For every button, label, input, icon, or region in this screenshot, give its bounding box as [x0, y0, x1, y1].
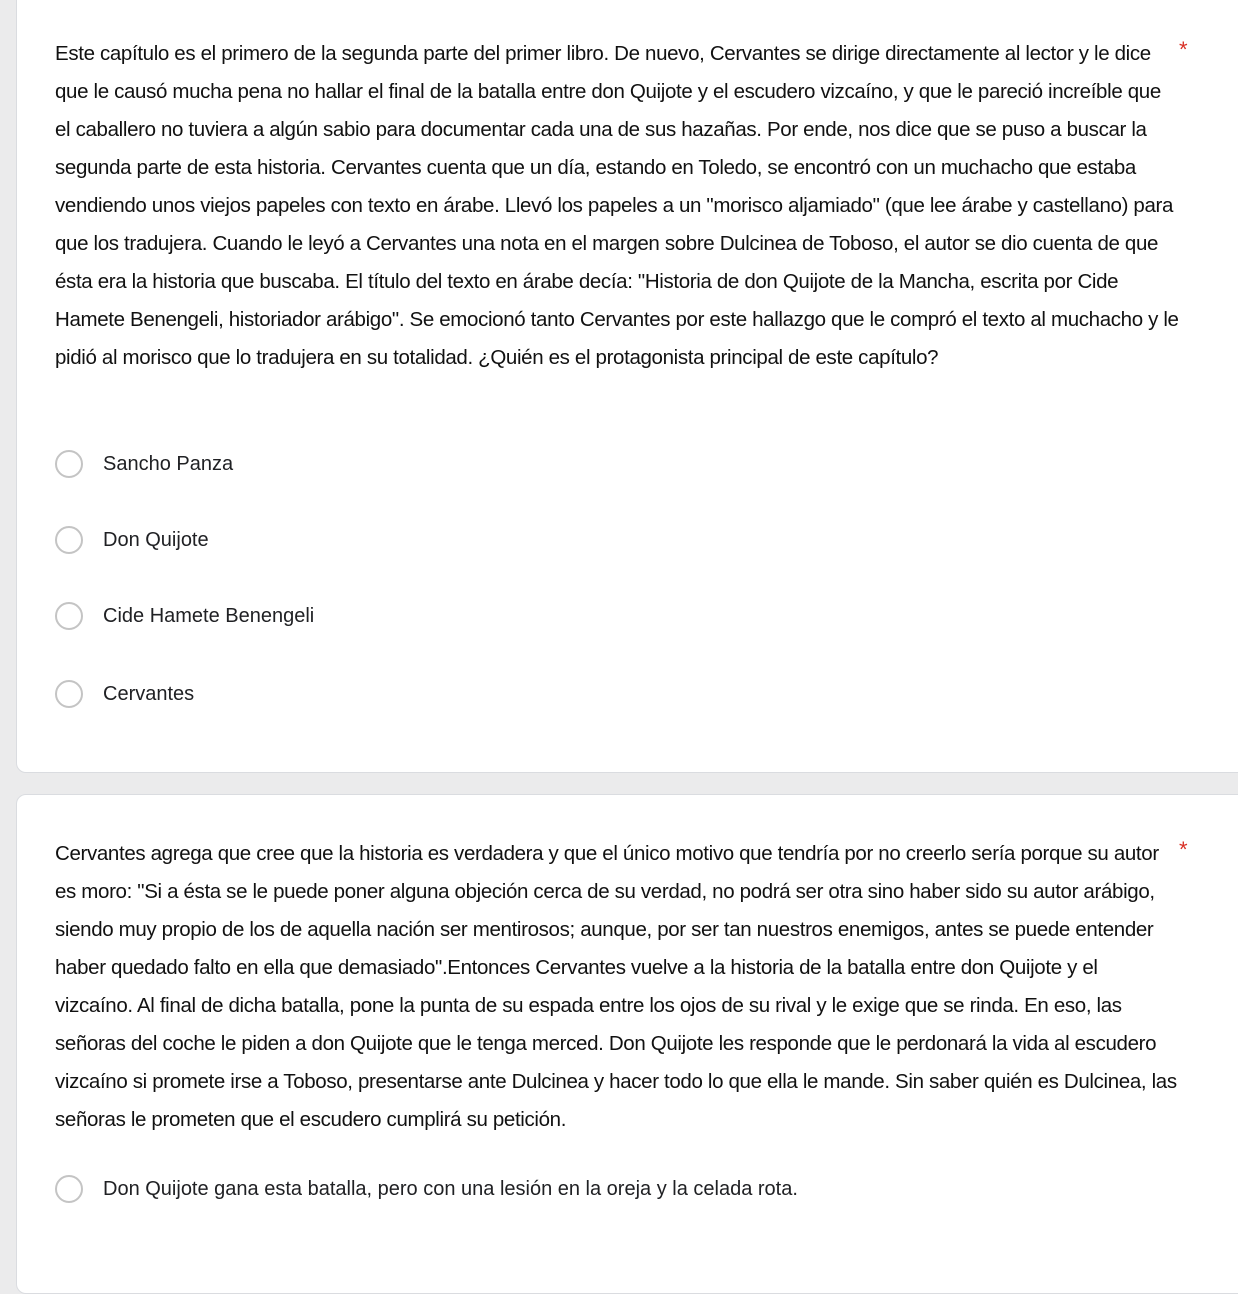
option-label: Sancho Panza: [103, 452, 234, 475]
question-card-1: [16, 0, 1238, 773]
option-don-quijote-gana[interactable]: [55, 1175, 798, 1203]
option-cide-hamete-benengeli[interactable]: [55, 602, 314, 630]
radio-icon[interactable]: [55, 1175, 83, 1203]
option-label: Cide Hamete Benengeli: [103, 604, 315, 627]
radio-icon[interactable]: [55, 526, 83, 554]
option-label: Don Quijote gana esta batalla, pero con una lesión en la oreja y la celada rota.: [103, 1177, 798, 1200]
option-label: Cervantes: [103, 682, 195, 705]
option-cervantes[interactable]: [55, 680, 194, 708]
required-asterisk: *: [1179, 37, 1188, 62]
radio-icon[interactable]: [55, 680, 83, 708]
option-don-quijote[interactable]: [55, 526, 209, 554]
option-label: Don Quijote: [103, 528, 209, 551]
question-text: Cervantes agrega que cree que la historia es verdadera y que el único motivo que tendría por no creerlo sería porque su autor es moro: "Si a ésta se le puede poner alguna objeción cerca de su verdad, no podrá ser otra sino haber sido su autor arábigo, siendo muy propio de los de aquella nación ser mentirosos; aunque, por ser tan nuestros enemigos, antes se puede entender haber quedado falto en ella que demasiado".Entonces Cervantes vuelve a la historia de la batalla entre don Quijote y el vizcaíno. Al final de dicha batalla, pone la punta de su espada entre los ojos de su rival y le exige que se rinda. En eso, las señoras del coche le piden a don Quijote que le tenga merced. Don Quijote les responde que le perdonará la vida al escudero vizcaíno si promete irse a Toboso, presentarse ante Dulcinea y hacer todo lo que ella le mande. Sin saber quién es Dulcinea, las señoras le prometen que el escudero cumplirá su petición.: [55, 842, 1177, 1131]
required-asterisk: *: [1179, 837, 1188, 862]
question-card-2: [16, 794, 1238, 1294]
question-text: Este capítulo es el primero de la segunda parte del primer libro. De nuevo, Cervantes se dirige directamente al lector y le dice que le causó mucha pena no hallar el final de la batalla entre don Quijote y el escudero vizcaíno, y que le pareció increíble que el caballero no tuviera a algún sabio para documentar cada una de sus hazañas. Por ende, nos dice que se puso a buscar la segunda parte de esta historia. Cervantes cuenta que un día, estando en Toledo, se encontró con un muchacho que estaba vendiendo unos viejos papeles con texto en árabe. Llevó los papeles a un "morisco aljamiado" (que lee árabe y castellano) para que los tradujera. Cuando le leyó a Cervantes una nota en el margen sobre Dulcinea de Toboso, el autor se dio cuenta de que ésta era la historia que buscaba. El título del texto en árabe decía: "Historia de don Quijote de la Mancha, escrita por Cide Hamete Benengeli, historiador arábigo". Se emocionó tanto Cervantes por este hallazgo que le compró el texto al muchacho y le pidió al morisco que lo tradujera en su totalidad. ¿Quién es el protagonista principal de este capítulo?: [55, 42, 1179, 369]
radio-icon[interactable]: [55, 602, 83, 630]
option-sancho-panza[interactable]: [55, 450, 233, 478]
radio-icon[interactable]: [55, 450, 83, 478]
